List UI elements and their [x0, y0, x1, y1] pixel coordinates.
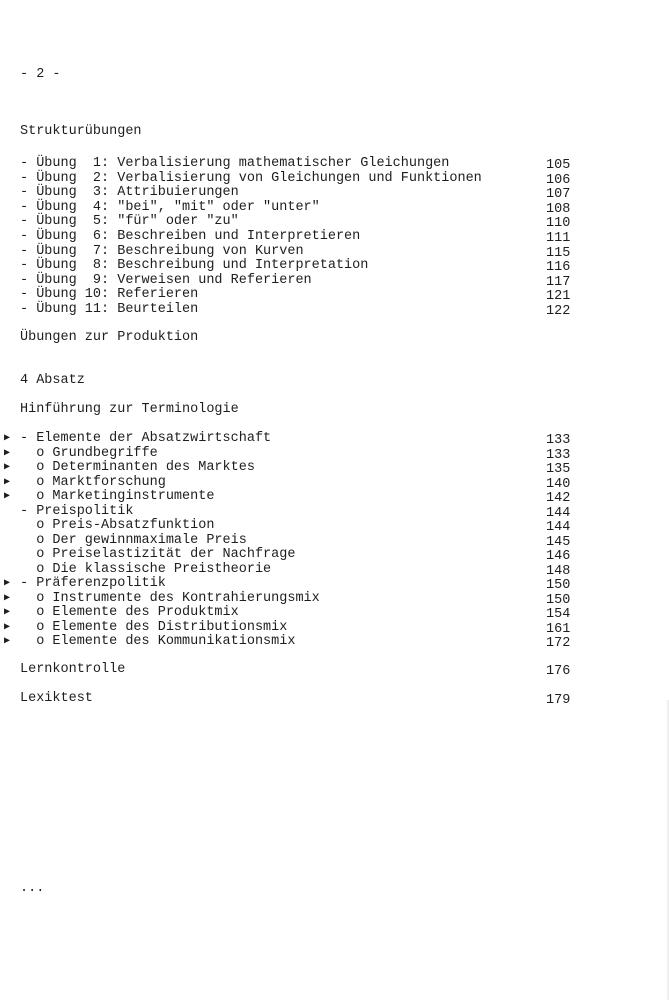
continuation-dots: ... — [20, 881, 45, 896]
topic-page-number: 150 — [546, 592, 571, 608]
exercise-page-number: 122 — [546, 304, 571, 319]
exercise-entry: - Übung 1: Verbalisierung mathematischer Gleichungen — [20, 156, 450, 171]
topic-entry: o Preis-Absatzfunktion — [20, 518, 215, 533]
marker-arrow-icon: ▶ — [4, 476, 11, 488]
topic-entry: o Marktforschung — [20, 474, 166, 490]
marker-arrow-icon: ▶ — [4, 607, 11, 618]
exercise-entry: - Übung 9: Verweisen und Referieren — [20, 272, 312, 288]
topic-entry: o Der gewinnmaximale Preis — [20, 532, 247, 548]
marker-arrow-icon: ▶ — [4, 433, 11, 444]
exercise-entry: - Übung 8: Beschreibung und Interpretation — [20, 258, 369, 274]
topic-page-number: 133 — [546, 447, 571, 463]
exercise-page-number: 107 — [546, 187, 571, 203]
topic-page-number: 172 — [546, 636, 571, 651]
topic-page-number: 161 — [546, 621, 571, 637]
topic-entry: - Präferenzpolitik — [20, 576, 166, 591]
topic-entry: o Marketinginstrumente — [20, 489, 215, 504]
exercise-entry: - Übung 4: "bei", "mit" oder "unter" — [20, 199, 320, 215]
topic-entry: o Die klassische Preistheorie — [20, 561, 272, 577]
exercise-page-number: 116 — [546, 260, 571, 276]
marker-arrow-icon: ▶ — [4, 491, 11, 502]
exercise-page-number: 105 — [546, 158, 571, 173]
marker-arrow-icon: ▶ — [4, 636, 11, 647]
topic-entry: o Preiselastizität der Nachfrage — [20, 547, 296, 562]
exercise-entry: - Übung 2: Verbalisierung von Gleichungen und Funktionen — [20, 170, 482, 186]
topic-page-number: 133 — [546, 433, 571, 448]
lexicon-test-label: Lexiktest — [20, 691, 93, 706]
exercise-entry: - Übung 6: Beschreiben und Interpretieren — [20, 229, 361, 244]
page-number: - 2 - — [20, 67, 61, 82]
exercise-page-number: 117 — [546, 274, 571, 290]
exercise-page-number: 110 — [546, 216, 571, 232]
topic-entry: - Elemente der Absatzwirtschaft — [20, 431, 272, 446]
marker-arrow-icon: ▶ — [4, 462, 11, 473]
topic-page-number: 144 — [546, 505, 571, 521]
exercise-entry: - Übung 11: Beurteilen — [20, 302, 199, 317]
exercise-page-number: 121 — [546, 289, 571, 305]
topic-entry: o Determinanten des Marktes — [20, 460, 255, 475]
exercise-entry: - Übung 10: Referieren — [20, 287, 199, 303]
topic-entry: - Preispolitik — [20, 503, 134, 519]
exercise-entry: - Übung 5: "für" oder "zu" — [20, 214, 239, 230]
topic-page-number: 148 — [546, 563, 571, 579]
marker-arrow-icon: ▶ — [4, 578, 11, 589]
marker-arrow-icon: ▶ — [4, 447, 11, 459]
topic-entry: o Elemente des Distributionsmix — [20, 619, 288, 635]
topic-page-number: 146 — [546, 549, 571, 564]
structure-heading: Strukturübungen — [20, 124, 142, 139]
terminology-heading: Hinführung zur Terminologie — [20, 402, 239, 417]
topic-entry: o Instrumente des Kontrahierungsmix — [20, 590, 320, 606]
exercise-page-number: 106 — [546, 172, 571, 188]
marker-arrow-icon: ▶ — [4, 621, 11, 633]
exercise-entry: - Übung 7: Beschreibung von Kurven — [20, 243, 304, 259]
learning-control-page: 176 — [546, 664, 571, 679]
topic-page-number: 150 — [546, 578, 571, 593]
topic-page-number: 144 — [546, 520, 571, 535]
topic-page-number: 135 — [546, 462, 571, 477]
topic-page-number: 145 — [546, 534, 571, 550]
topic-entry: o Grundbegriffe — [20, 445, 158, 461]
topic-page-number: 142 — [546, 491, 571, 506]
exercise-page-number: 111 — [546, 231, 571, 246]
marker-arrow-icon: ▶ — [4, 592, 11, 604]
lexicon-test-page: 179 — [546, 693, 571, 708]
topic-page-number: 154 — [546, 607, 571, 622]
exercise-page-number: 108 — [546, 201, 571, 217]
chapter-heading: 4 Absatz — [20, 373, 85, 388]
topic-entry: o Elemente des Kommunikationsmix — [20, 634, 296, 649]
exercise-entry: - Übung 3: Attribuierungen — [20, 185, 239, 201]
topic-page-number: 140 — [546, 476, 571, 492]
learning-control-label: Lernkontrolle — [20, 662, 126, 677]
topic-entry: o Elemente des Produktmix — [20, 605, 239, 620]
production-heading: Übungen zur Produktion — [20, 330, 199, 345]
exercise-page-number: 115 — [546, 245, 571, 261]
